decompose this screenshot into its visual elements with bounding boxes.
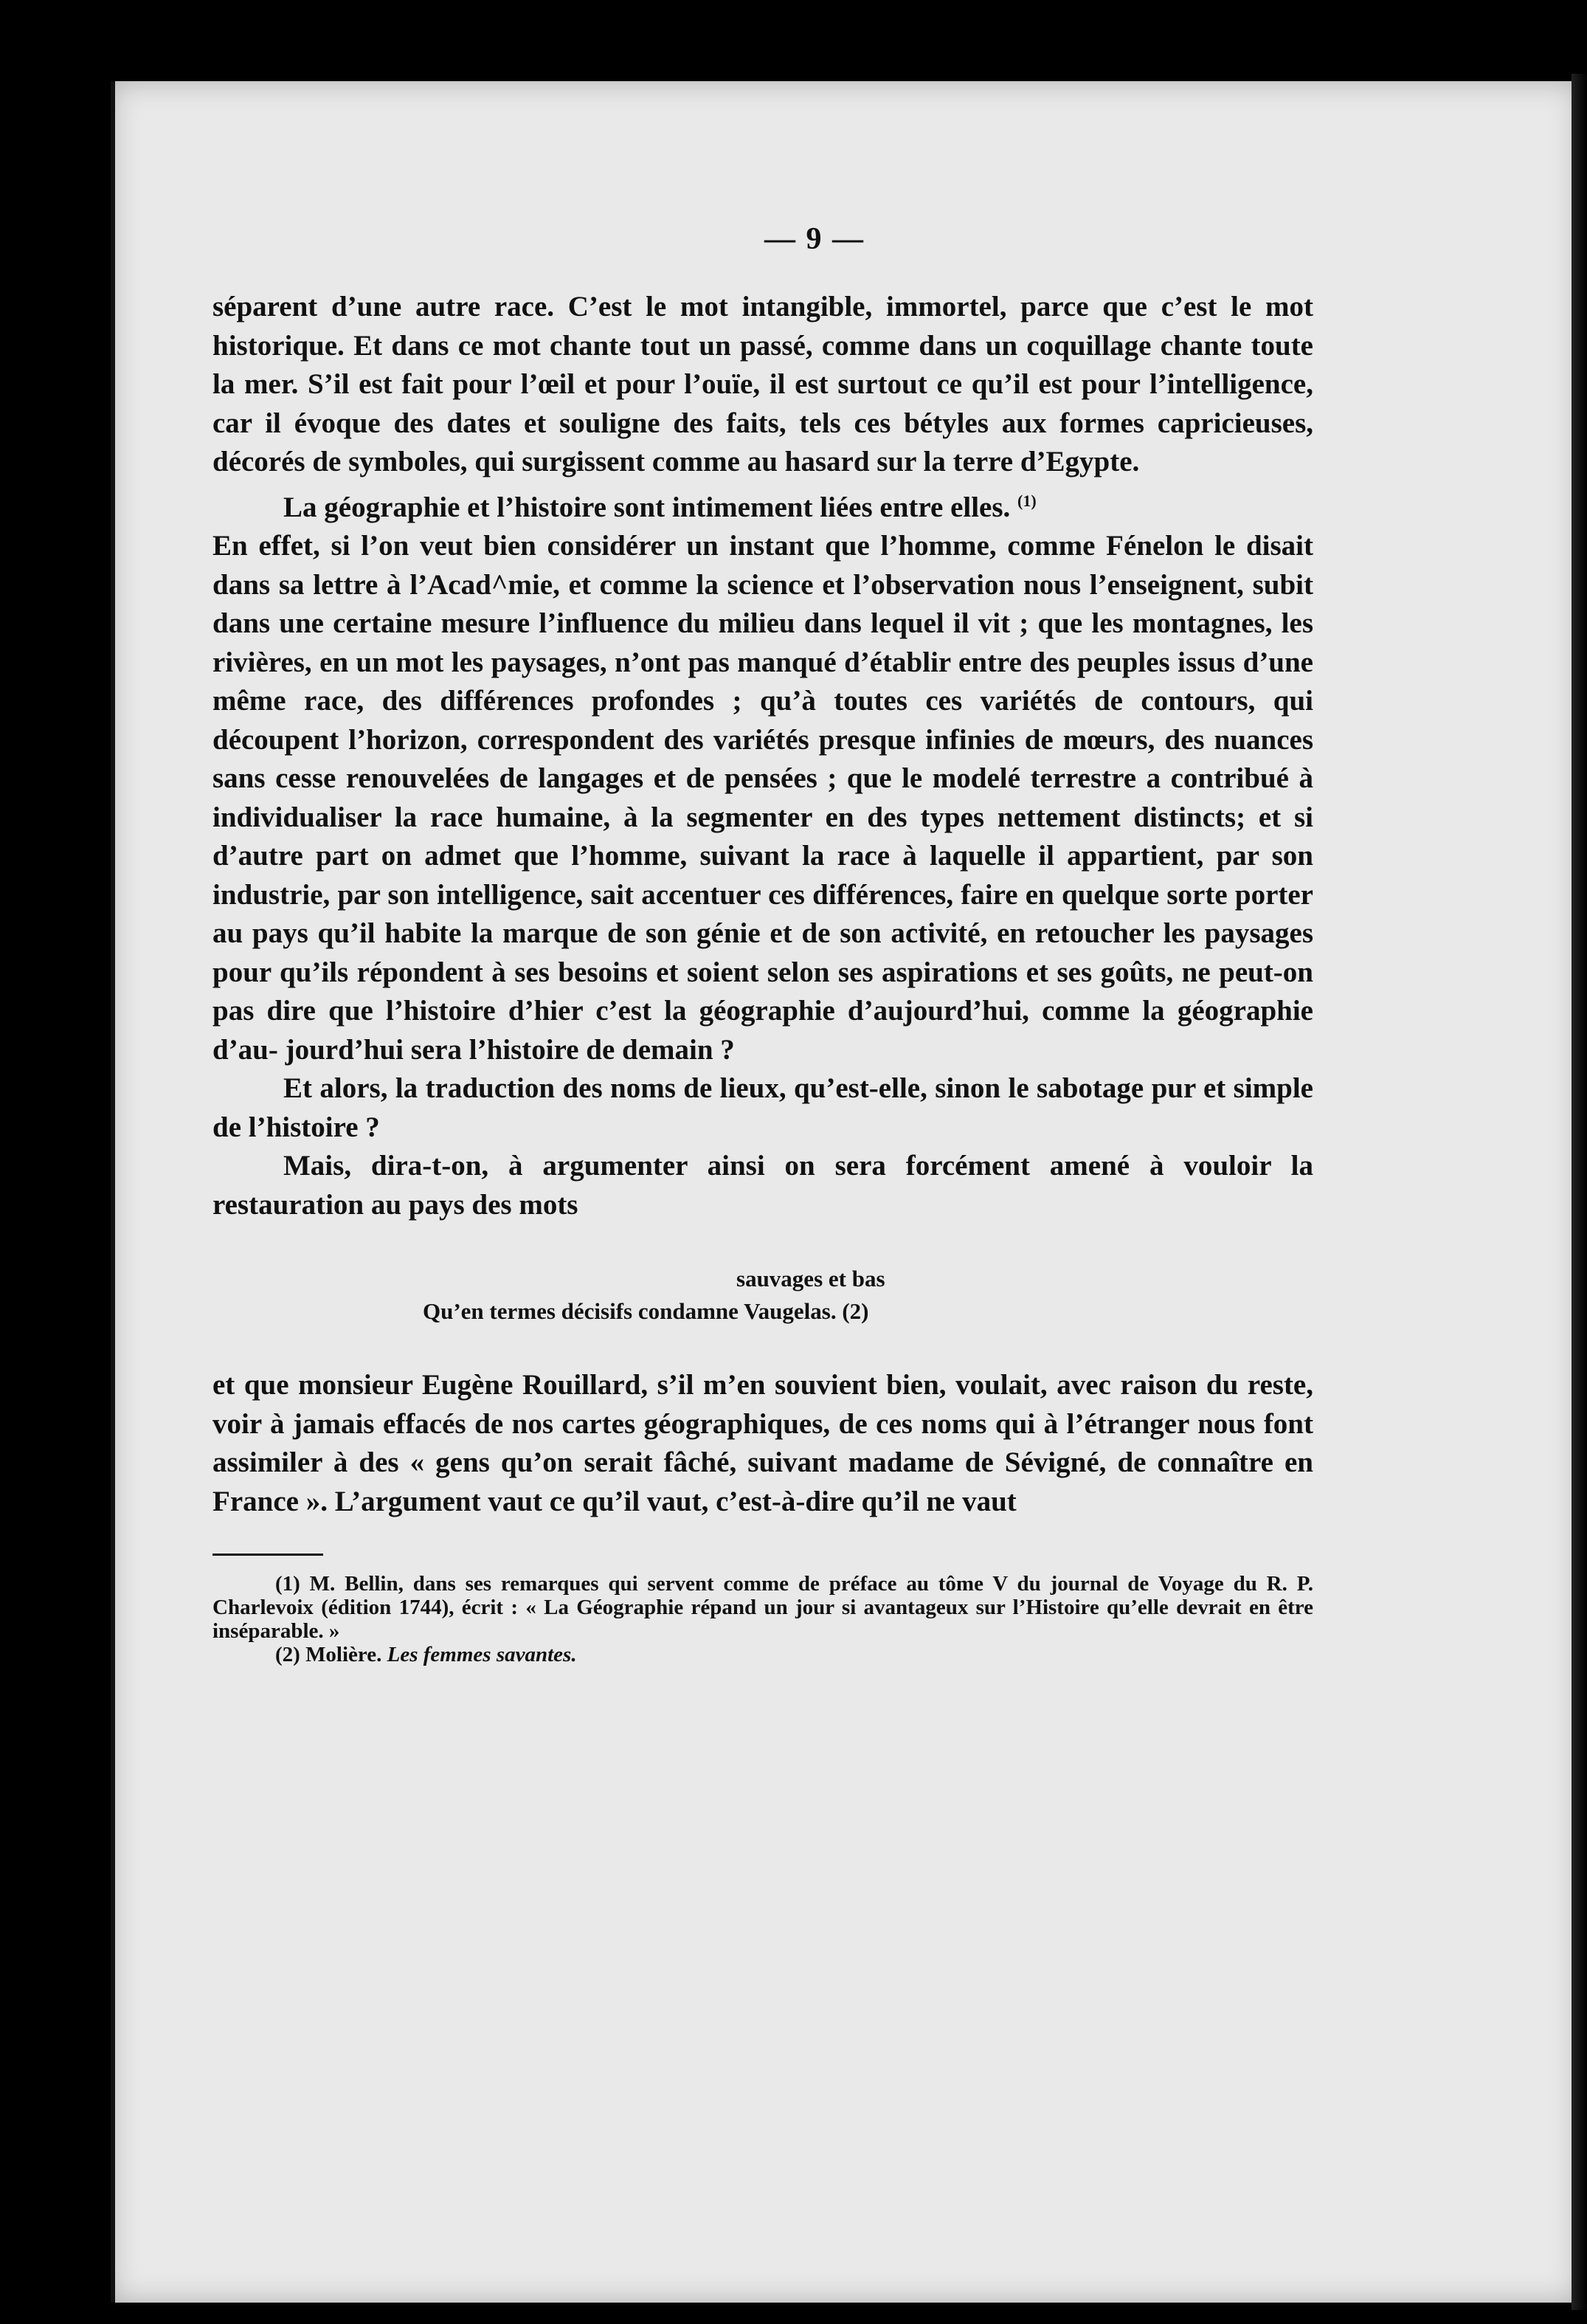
- footnote-rule: [212, 1554, 323, 1556]
- paragraph-5: Mais, dira-t-on, à argumenter ainsi on sera forcément amené à vouloir la restauration au pays des mots: [212, 1150, 1313, 1221]
- paragraph-2-text: La géographie et l’histoire sont intimement liées entre elles.: [283, 491, 1011, 523]
- page-number: — 9 —: [764, 222, 865, 256]
- footnote-1: (1) M. Bellin, dans ses remarques qui servent comme de préface au tôme V du journal de Voyage du R. P. Charlevoix (édition 1744), écrit : « La Géographie répand un jour si avantageux sur l’Histoire qu’elle devrait en être inséparable. »: [212, 1572, 1313, 1643]
- verse-quote: [212, 1263, 1313, 1328]
- scan-edge-left: [111, 81, 115, 2303]
- body-text: [212, 288, 1313, 1521]
- footnote-2-title: Les femmes savantes.: [387, 1643, 577, 1666]
- paragraph-6: et que monsieur Eugène Rouillard, s’il m’en souvient bien, voulait, avec raison du reste, voir à jamais effacés de nos cartes géographiques, de ces noms qui à l’étranger nous font assimiler à des « gens qu’on serait fâché, suivant madame de Sévigné, de connaître en France ». L’argument vaut ce qu’il vaut, c’est-à-dire qu’il ne vaut: [212, 1369, 1313, 1517]
- paragraph-3: En effet, si l’on veut bien considérer un instant que l’homme, comme Fénelon le disait dans sa lettre à l’Acad^mie, et comme la science et l’observation nous l’enseignent, subit dans une certaine mesure l’influence du milieu dans lequel il vit ; que les montagnes, les rivières, en un mot les paysages, n’ont pas manqué d’établir entre des peuples issus d’une même race, des différences profondes ; qu’à toutes ces variétés de contours, qui découpent l’horizon, correspondent des variétés presque infinies de mœurs, des nuances sans cesse renouvelées de langages et de pensées ; que le modelé terrestre a contribué à individualiser la race humaine, à la segmenter en des types nettement distincts; et si d’autre part on admet que l’homme, suivant la race à laquelle il appartient, par son industrie, par son intelligence, sait accentuer ces différences, faire en quelque sorte porter au pays qu’il habite la marque de son génie et de son activité, en retoucher les paysages pour qu’ils répondent à ses besoins et soient selon ses aspirations et ses goûts, ne peut-on pas dire que l’histoire d’hier c’est la géographie d’aujourd’hui, comme la géographie d’au- jourd’hui sera l’histoire de demain ?: [212, 530, 1313, 1066]
- footnote-2: [212, 1643, 1313, 1666]
- text-column: [212, 221, 1313, 1666]
- paragraph-4: Et alors, la traduction des noms de lieux, qu’est-elle, sinon le sabotage pur et simple de l’histoire ?: [212, 1072, 1313, 1143]
- paragraph-2: [212, 482, 1313, 528]
- footnote-ref-1: (1): [1017, 491, 1037, 510]
- footnotes: [212, 1572, 1313, 1666]
- footnote-2-prefix: (2) Molière.: [275, 1643, 382, 1666]
- paragraph-1: séparent d’une autre race. C’est le mot intangible, immortel, parce que c’est le mot historique. Et dans ce mot chante tout un passé, comme dans un coquillage chante toute la mer. S’il est fait pour l’œil et pour l’ouïe, il est surtout ce qu’il est pour l’intelligence, car il évoque des dates et souligne des faits, tels ces bétyles aux formes capricieuses, décorés de symboles, qui surgissent comme au hasard sur la terre d’Egypte.: [212, 291, 1313, 477]
- verse-line-2: Qu’en termes décisifs condamne Vaugelas. (2): [423, 1298, 869, 1324]
- scan-edge-right: [1572, 74, 1587, 2310]
- verse-line-1: sauvages et bas: [736, 1266, 885, 1292]
